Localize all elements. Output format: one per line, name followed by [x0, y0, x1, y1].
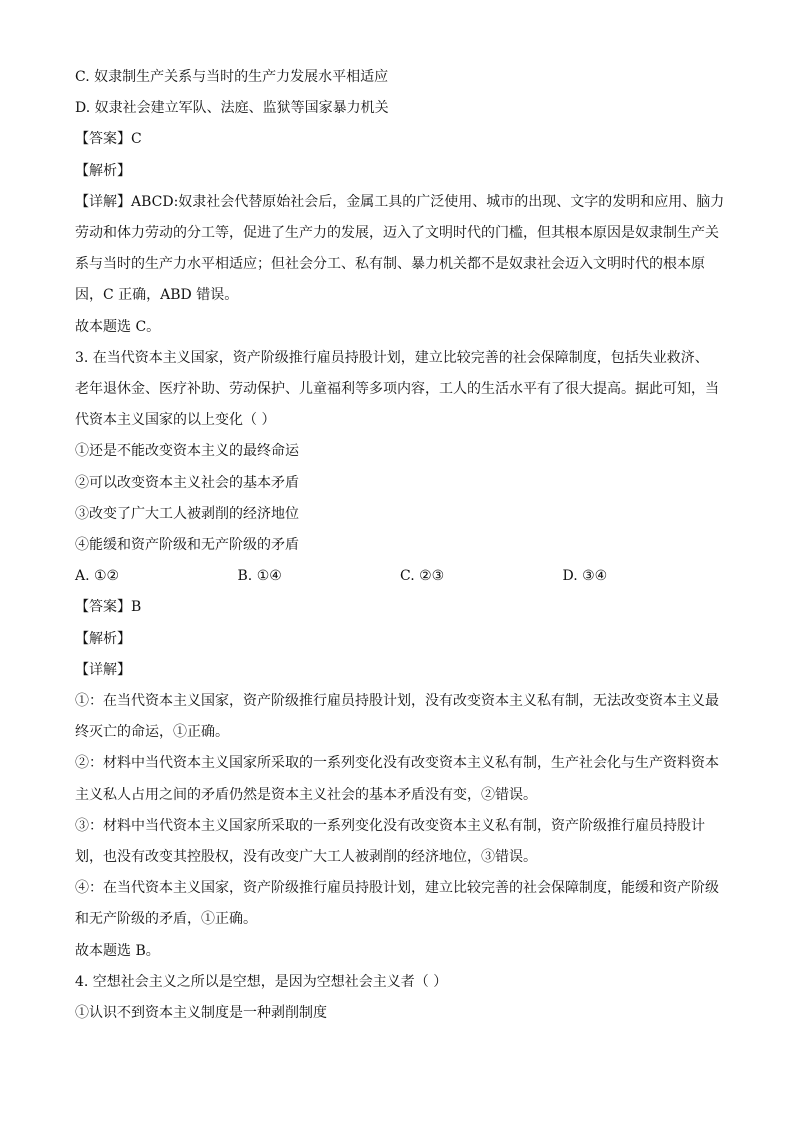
q3-statement: ④能缓和资产阶级和无产阶级的矛盾 — [75, 537, 299, 554]
q3-option-c: C. ②③ — [400, 568, 445, 585]
q3-stem-line: 3. 在当代资本主义国家，资产阶级推行雇员持股计划，建立比较完善的社会保障制度，包括失业救济、 — [75, 349, 709, 366]
q2-detail-line: 因，C 正确，ABD 错误。 — [75, 287, 239, 304]
q3-detail-line: ②：材料中当代资本主义国家所采取的一系列变化没有改变资本主义私有制，生产社会化与生产资料资本 — [75, 755, 719, 772]
q3-answer: 【答案】B — [75, 599, 142, 616]
q3-detail-line: 划，也没有改变其控股权，没有改变广大工人被剥削的经济地位，③错误。 — [75, 849, 537, 866]
q3-statement: ③改变了广大工人被剥削的经济地位 — [75, 505, 299, 522]
q3-detail-title: 【详解】 — [75, 661, 131, 678]
q3-statement: ①还是不能改变资本主义的最终命运 — [75, 443, 299, 460]
q2-detail-line: 劳动和体力劳动的分工等，促进了生产力的发展，迈入了文明时代的门槛，但其根本原因是奴隶制生产关 — [75, 225, 719, 242]
q3-analysis-title: 【解析】 — [75, 630, 131, 647]
q3-option-b: B. ①④ — [237, 568, 282, 585]
q2-detail-line: 系与当时的生产力水平相适应；但社会分工、私有制、暴力机关都不是奴隶社会迈入文明时代的根本原 — [75, 256, 705, 273]
q3-detail-line: 终灭亡的命运，①正确。 — [75, 724, 229, 741]
q3-detail-line: 主义私人占用之间的矛盾仍然是资本主义社会的基本矛盾没有变，②错误。 — [75, 786, 537, 803]
q2-option-c: C. 奴隶制生产关系与当时的生产力发展水平相适应 — [75, 69, 389, 85]
q4-stem: 4. 空想社会主义之所以是空想，是因为空想社会主义者（ ） — [75, 973, 448, 990]
q3-statement: ②可以改变资本主义社会的基本矛盾 — [75, 474, 299, 491]
q3-option-a: A. ①② — [75, 568, 120, 585]
q3-conclusion: 故本题选 B。 — [75, 942, 160, 959]
document-body — [75, 62, 725, 1029]
q2-conclusion: 故本题选 C。 — [75, 318, 161, 335]
q3-detail-line: ④：在当代资本主义国家，资产阶级推行雇员持股计划，建立比较完善的社会保障制度，能缓和资产阶级 — [75, 880, 719, 897]
q3-detail-line: ①：在当代资本主义国家，资产阶级推行雇员持股计划，没有改变资本主义私有制，无法改变资本主义最 — [75, 693, 719, 710]
q2-detail-line: 【详解】ABCD:奴隶社会代替原始社会后，金属工具的广泛使用、城市的出现、文字的发明和应用、脑力 — [75, 193, 725, 210]
q2-option-d: D. 奴隶社会建立军队、法庭、监狱等国家暴力机关 — [75, 100, 389, 117]
q4-statement: ①认识不到资本主义制度是一种剥削制度 — [75, 1005, 327, 1022]
q2-analysis-title: 【解析】 — [75, 162, 131, 179]
q3-stem-line: 代资本主义国家的以上变化（ ） — [75, 412, 276, 429]
q3-detail-line: 和无产阶级的矛盾，①正确。 — [75, 911, 257, 928]
q3-detail-line: ③：材料中当代资本主义国家所采取的一系列变化没有改变资本主义私有制，资产阶级推行雇员持股计 — [75, 817, 705, 834]
q3-option-d: D. ③④ — [562, 568, 608, 585]
q2-answer: 【答案】C — [75, 131, 142, 148]
q3-options — [75, 561, 725, 592]
q3-stem-line: 老年退休金、医疗补助、劳动保护、儿童福利等多项内容，工人的生活水平有了很大提高。据此可知，当 — [75, 381, 719, 398]
